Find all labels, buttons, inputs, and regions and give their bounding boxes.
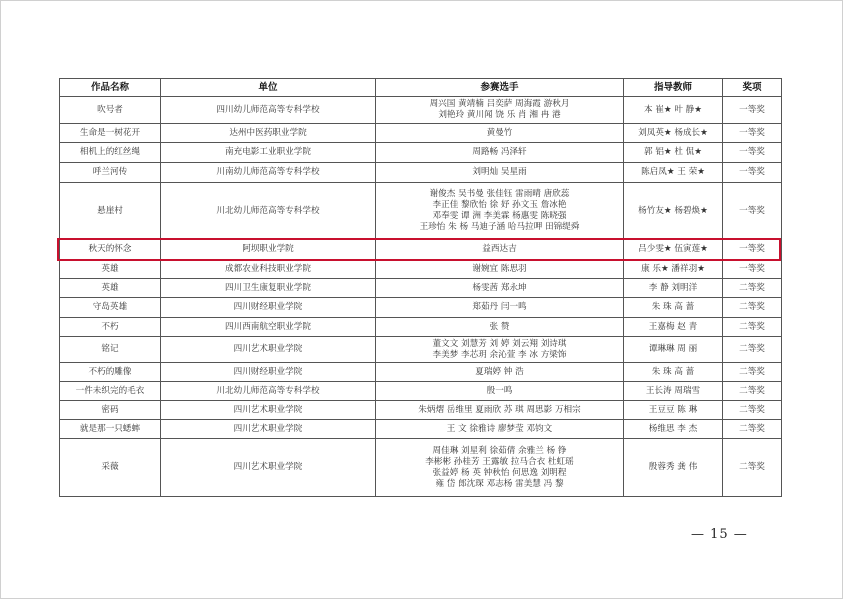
cell-teachers: 殷蓉秀 龚 伟 bbox=[624, 439, 723, 497]
cell-unit: 四川艺术职业学院 bbox=[161, 439, 376, 497]
table-row bbox=[60, 439, 782, 497]
table-row bbox=[60, 337, 782, 363]
cell-players: 周兴国 黄靖楠 吕奕萨 周海霞 游秋月 刘艳玲 黄川闻 饶 乐 肖 湘 冉 港 bbox=[376, 97, 624, 124]
table-row bbox=[60, 363, 782, 382]
awards-table bbox=[59, 78, 782, 497]
header-title: 作品名称 bbox=[60, 79, 161, 97]
header-players: 参赛选手 bbox=[376, 79, 624, 97]
table-row bbox=[60, 260, 782, 279]
cell-players: 谢婉宜 陈思羽 bbox=[376, 260, 624, 279]
cell-title: 英雄 bbox=[60, 260, 161, 279]
table-header-row bbox=[60, 79, 782, 97]
cell-teachers: 谭琳琳 周 丽 bbox=[624, 337, 723, 363]
table-row bbox=[60, 298, 782, 318]
cell-unit: 川南幼儿师范高等专科学校 bbox=[161, 163, 376, 183]
cell-teachers: 王豆豆 陈 琳 bbox=[624, 401, 723, 420]
cell-teachers: 杨维思 李 杰 bbox=[624, 420, 723, 439]
cell-unit: 四川西南航空职业学院 bbox=[161, 318, 376, 337]
cell-players: 王 文 徐雅诗 廖梦莹 邓钧文 bbox=[376, 420, 624, 439]
cell-award: 二等奖 bbox=[723, 420, 782, 439]
cell-players: 张 赞 bbox=[376, 318, 624, 337]
cell-award: 二等奖 bbox=[723, 439, 782, 497]
cell-award: 二等奖 bbox=[723, 382, 782, 401]
cell-players: 夏瑞婷 钟 浩 bbox=[376, 363, 624, 382]
cell-title: 英雄 bbox=[60, 279, 161, 298]
page-number: — 15 — bbox=[691, 527, 748, 542]
cell-title: 采薇 bbox=[60, 439, 161, 497]
cell-award: 一等奖 bbox=[723, 183, 782, 240]
header-award: 奖项 bbox=[723, 79, 782, 97]
cell-teachers: 王长涛 周瑞雪 bbox=[624, 382, 723, 401]
cell-teachers: 朱 珠 高 蔷 bbox=[624, 363, 723, 382]
table-body bbox=[60, 97, 782, 497]
cell-award: 一等奖 bbox=[723, 260, 782, 279]
cell-teachers: 吕少雯★ 伍寅莲★ bbox=[624, 240, 723, 260]
cell-award: 一等奖 bbox=[723, 143, 782, 163]
cell-unit: 川北幼儿师范高等专科学校 bbox=[161, 382, 376, 401]
cell-players: 杨雯茜 郑永坤 bbox=[376, 279, 624, 298]
cell-award: 二等奖 bbox=[723, 318, 782, 337]
cell-unit: 四川艺术职业学院 bbox=[161, 337, 376, 363]
cell-title: 守岛英雄 bbox=[60, 298, 161, 318]
cell-award: 一等奖 bbox=[723, 97, 782, 124]
cell-unit: 四川财经职业学院 bbox=[161, 298, 376, 318]
table-row bbox=[60, 279, 782, 298]
table-row bbox=[60, 318, 782, 337]
cell-title: 不朽 bbox=[60, 318, 161, 337]
cell-award: 二等奖 bbox=[723, 298, 782, 318]
table-row bbox=[60, 124, 782, 143]
cell-award: 一等奖 bbox=[723, 163, 782, 183]
header-teachers: 指导教师 bbox=[624, 79, 723, 97]
cell-unit: 四川财经职业学院 bbox=[161, 363, 376, 382]
cell-title: 生命是一树花开 bbox=[60, 124, 161, 143]
cell-teachers: 李 静 刘明洋 bbox=[624, 279, 723, 298]
cell-award: 二等奖 bbox=[723, 279, 782, 298]
cell-unit: 成都农业科技职业学院 bbox=[161, 260, 376, 279]
cell-title: 铭记 bbox=[60, 337, 161, 363]
cell-unit: 四川卫生康复职业学院 bbox=[161, 279, 376, 298]
cell-title: 就是那一只蟋蟀 bbox=[60, 420, 161, 439]
table-row bbox=[60, 163, 782, 183]
cell-award: 二等奖 bbox=[723, 401, 782, 420]
cell-award: 二等奖 bbox=[723, 363, 782, 382]
cell-title: 不朽的雕像 bbox=[60, 363, 161, 382]
cell-players: 刘明灿 吴星雨 bbox=[376, 163, 624, 183]
cell-unit: 四川艺术职业学院 bbox=[161, 420, 376, 439]
cell-players: 周路畅 冯泽轩 bbox=[376, 143, 624, 163]
cell-title: 悬崖村 bbox=[60, 183, 161, 240]
cell-award: 二等奖 bbox=[723, 337, 782, 363]
table-row bbox=[60, 97, 782, 124]
cell-title: 呼兰河传 bbox=[60, 163, 161, 183]
table-row bbox=[60, 420, 782, 439]
cell-players: 朱炳熠 岳维里 夏雨欣 苏 琪 周思影 万相宗 bbox=[376, 401, 624, 420]
cell-unit: 南充电影工业职业学院 bbox=[161, 143, 376, 163]
cell-teachers: 康 乐★ 潘祥羽★ bbox=[624, 260, 723, 279]
cell-players: 周佳琳 刘星利 徐茹倩 余雅兰 杨 铮 李彬彬 孙桂芳 王露敏 拉马合衣 杜虹瑶 张益婷 杨 英 钟秋怡 何思逸 刘明程 雍 岱 郎沈琛 邓志杨 雷美慧 冯 黎 bbox=[376, 439, 624, 497]
header-unit: 单位 bbox=[161, 79, 376, 97]
cell-players: 殷一鸣 bbox=[376, 382, 624, 401]
cell-teachers: 郭 铝★ 杜 侃★ bbox=[624, 143, 723, 163]
cell-players: 董文文 刘慧芳 刘 婷 刘云翔 刘诗琪 李美梦 李芯玥 余沁萱 李 冰 方梁饰 bbox=[376, 337, 624, 363]
cell-unit: 阿坝职业学院 bbox=[161, 240, 376, 260]
cell-unit: 四川幼儿师范高等专科学校 bbox=[161, 97, 376, 124]
cell-teachers: 刘凤英★ 杨成长★ bbox=[624, 124, 723, 143]
cell-players: 黄曼竹 bbox=[376, 124, 624, 143]
cell-teachers: 本 崔★ 叶 静★ bbox=[624, 97, 723, 124]
table-row bbox=[60, 401, 782, 420]
cell-players: 郑茹丹 闫一鸣 bbox=[376, 298, 624, 318]
table-row bbox=[60, 183, 782, 240]
cell-title: 一件未织完的毛衣 bbox=[60, 382, 161, 401]
cell-teachers: 陈启凤★ 王 荣★ bbox=[624, 163, 723, 183]
cell-title: 密码 bbox=[60, 401, 161, 420]
table-row bbox=[60, 143, 782, 163]
cell-teachers: 杨竹友★ 杨碧焕★ bbox=[624, 183, 723, 240]
cell-award: 一等奖 bbox=[723, 124, 782, 143]
cell-title: 秋天的怀念 bbox=[60, 240, 161, 260]
cell-award: 一等奖 bbox=[723, 240, 782, 260]
table-row bbox=[60, 382, 782, 401]
cell-unit: 四川艺术职业学院 bbox=[161, 401, 376, 420]
cell-players: 谢俊杰 吴书曼 张佳钰 雷雨晴 唐欣蕊 李正佳 黎欣怡 徐 妤 孙文玉 詹冰艳 邓奉雯 谭 洲 李美霖 杨惠雯 陈晓强 王珍怡 朱 杨 马迪子涵 哈马拉呷 田锦缇舜 bbox=[376, 183, 624, 240]
cell-players: 益西达吉 bbox=[376, 240, 624, 260]
cell-title: 相机上的红丝绳 bbox=[60, 143, 161, 163]
cell-teachers: 王嘉梅 赵 青 bbox=[624, 318, 723, 337]
cell-title: 吹号者 bbox=[60, 97, 161, 124]
cell-unit: 川北幼儿师范高等专科学校 bbox=[161, 183, 376, 240]
cell-unit: 达州中医药职业学院 bbox=[161, 124, 376, 143]
table-row bbox=[60, 240, 782, 260]
cell-teachers: 朱 珠 高 蔷 bbox=[624, 298, 723, 318]
